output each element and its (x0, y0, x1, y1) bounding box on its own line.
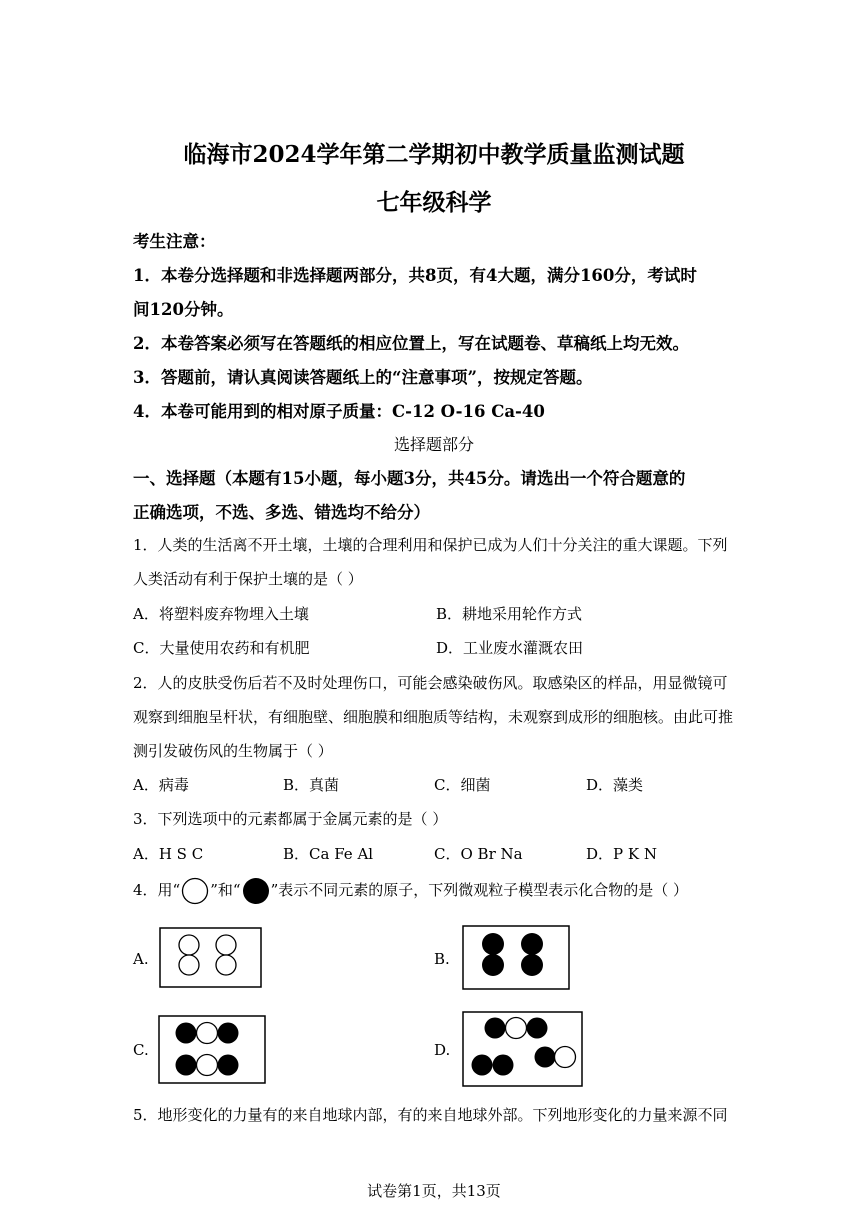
notice-item-1-line-1: 1．本卷分选择题和非选择题两部分，共8页，有4大题，满分160分，考试时 (133, 266, 697, 285)
section-heading-line-2: 正确选项，不选、多选、错选均不给分） (133, 503, 430, 522)
q4-option-c-model (176, 1023, 239, 1076)
q2-stem-line-2: 观察到细胞呈杆状，有细胞壁、细胞膜和细胞质等结构，未观察到成形的细胞核。由此可推 (133, 708, 734, 726)
page-footer: 试卷第1页，共13页 (367, 1182, 501, 1200)
q5-stem-line-1: 5．地形变化的力量有的来自地球内部，有的来自地球外部。下列地形变化的力量来源不同 (133, 1106, 728, 1124)
q4-option-b-model (482, 933, 543, 976)
q2-option-d: D．藻类 (586, 776, 644, 794)
q4-option-b-box (463, 926, 569, 989)
q3-option-a: A．H S C (133, 845, 204, 863)
part-title: 选择题部分 (393, 435, 474, 454)
q3-stem: 3．下列选项中的元素都属于金属元素的是（ ） (133, 810, 448, 828)
q1-option-d: D．工业废水灌溉农田 (436, 639, 584, 657)
q4-option-a-label: A. (133, 950, 149, 968)
exam-subtitle: 七年级科学 (376, 189, 492, 216)
q4-stem-mid: ”和“ (210, 881, 241, 899)
q4-option-a-model (179, 935, 236, 975)
q1-stem-line-1: 1．人类的生活离不开土壤，土壤的合理利用和保护已成为人们十分关注的重大课题。下列 (133, 536, 728, 554)
q4-option-b-label: B. (434, 950, 450, 968)
q4-option-d-label: D. (434, 1041, 451, 1059)
q2-stem-line-1: 2．人的皮肤受伤后若不及时处理伤口，可能会感染破伤风。取感染区的样品，用显微镜可 (133, 674, 728, 692)
q1-option-c: C．大量使用农药和有机肥 (133, 639, 310, 657)
q2-option-c: C．细菌 (434, 776, 491, 794)
q2-option-b: B．真菌 (283, 776, 340, 794)
q4-option-a-box (160, 928, 261, 987)
notice-item-4: 4．本卷可能用到的相对原子质量：C-12 O-16 Ca-40 (133, 402, 545, 421)
notice-item-2: 2．本卷答案必须写在答题纸的相应位置上，写在试题卷、草稿纸上均无效。 (133, 334, 689, 353)
exam-title: 临海市2024学年第二学期初中教学质量监测试题 (183, 141, 685, 168)
q1-stem-line-2: 人类活动有利于保护土壤的是（ ） (133, 570, 363, 588)
q4-stem-prefix: 4．用“ (133, 881, 181, 899)
notice-item-1-line-2: 间120分钟。 (133, 300, 234, 319)
section-heading-line-1: 一、选择题（本题有15小题，每小题3分，共45分。请选出一个符合题意的 (133, 469, 686, 488)
q3-option-c: C．O Br Na (434, 845, 523, 863)
notice-heading: 考生注意： (133, 232, 216, 251)
q3-option-d: D．P K N (586, 845, 657, 863)
q1-option-b: B．耕地采用轮作方式 (436, 605, 583, 623)
q2-option-a: A．病毒 (133, 776, 189, 794)
q2-stem-line-3: 测引发破伤风的生物属于（ ） (133, 742, 333, 760)
q4-option-c-label: C. (133, 1041, 149, 1059)
notice-item-3: 3．答题前，请认真阅读答题纸上的“注意事项”，按规定答题。 (133, 368, 593, 387)
q1-option-a: A．将塑料废弃物埋入土壤 (133, 605, 309, 623)
q4-option-d-model (472, 1018, 576, 1076)
q4-stem-suffix: ”表示不同元素的原子，下列微观粒子模型表示化合物的是（ ） (270, 881, 689, 899)
q3-option-b: B．Ca Fe Al (283, 845, 374, 863)
